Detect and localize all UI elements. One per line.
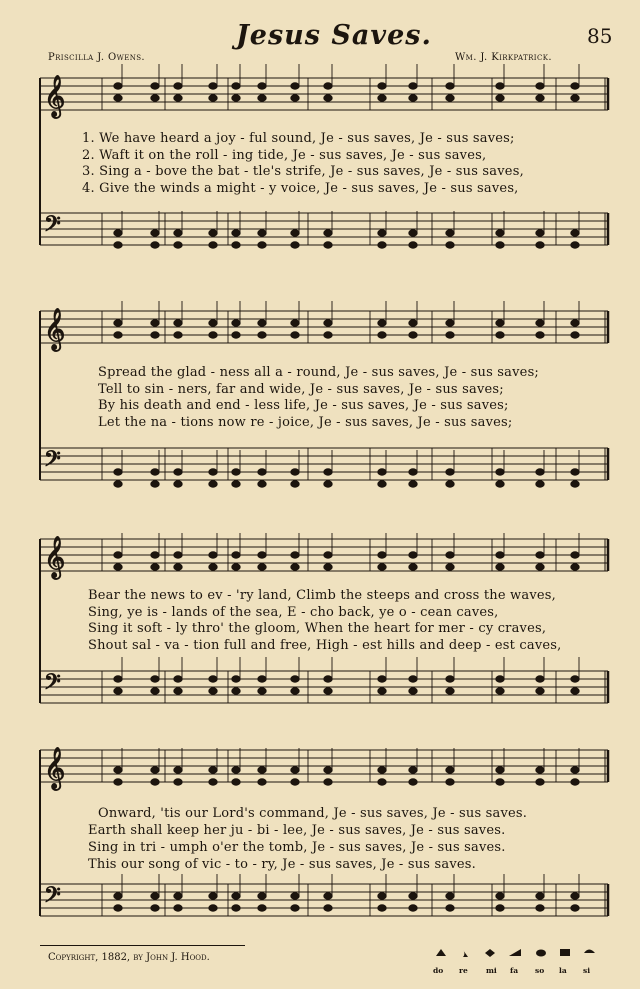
lyric-s1-v3: 3. Sing a - bove the bat - tle's strife, Je - sus saves, Je - sus saves,	[82, 164, 524, 179]
copyright-notice: Copyright, 1882, by John J. Hood.	[48, 952, 210, 963]
treble-clef-icon: 𝄞	[44, 537, 66, 578]
solfege-fa: fa	[510, 966, 519, 975]
lyric-s1-v4: 4. Give the winds a might - y voice, Je - sus saves, Je - sus saves,	[82, 181, 519, 196]
lyric-s1-v2: 2. Waft it on the roll - ing tide, Je - sus saves, Je - sus saves,	[82, 148, 487, 163]
shape-la-icon	[560, 949, 570, 956]
shape-mi-icon	[485, 949, 495, 957]
footer-rule	[40, 945, 245, 946]
solfege-la: la	[559, 966, 567, 975]
treble-clef-icon: 𝄞	[44, 309, 66, 350]
shape-re-icon	[463, 950, 468, 957]
solfege-do: do	[433, 966, 444, 975]
page-number: 85	[587, 24, 613, 48]
lyricist-credit: Priscilla J. Owens.	[48, 52, 146, 63]
shape-fa-icon	[509, 949, 521, 956]
shape-so-icon	[536, 950, 546, 957]
bass-clef-icon: 𝄢	[44, 883, 61, 913]
lyric-s1-v1: 1. We have heard a joy - ful sound, Je - sus saves, Je - sus saves;	[82, 131, 515, 146]
lyric-s3-v2: Sing, ye is - lands of the sea, E - cho back, ye o - cean caves,	[88, 605, 499, 620]
lyric-s3-v3: Sing it soft - ly thro' the gloom, When the heart for mer - cy craves,	[88, 621, 547, 636]
bass-clef-icon: 𝄢	[44, 212, 61, 242]
bass-clef-icon: 𝄢	[44, 447, 61, 477]
lyric-s3-v4: Shout sal - va - tion full and free, High - est hills and deep - est caves,	[88, 638, 562, 653]
shape-si-icon	[584, 950, 595, 954]
shape-do-icon	[436, 949, 446, 956]
solfege-si: si	[583, 966, 591, 975]
lyric-s4-v3: Sing in tri - umph o'er the tomb, Je - sus saves, Je - sus saves.	[88, 840, 506, 855]
solfege-re: re	[459, 966, 468, 975]
treble-clef-icon: 𝄞	[44, 76, 66, 117]
lyric-s2-v4: Let the na - tions now re - joice, Je - sus saves, Je - sus saves;	[98, 415, 513, 430]
lyric-s2-v1: Spread the glad - ness all a - round, Je - sus saves, Je - sus saves;	[98, 365, 540, 380]
lyric-s3-v1: Bear the news to ev - 'ry land, Climb the steeps and cross the waves,	[88, 588, 556, 603]
solfege-mi: mi	[486, 966, 497, 975]
treble-clef-icon: 𝄞	[44, 748, 66, 789]
lyric-s2-v3: By his death and end - less life, Je - sus saves, Je - sus saves;	[98, 398, 509, 413]
solfege-so: so	[535, 966, 545, 975]
lyric-s4-v4: This our song of vic - to - ry, Je - sus saves, Je - sus saves.	[88, 857, 476, 872]
lyric-s4-v1: Onward, 'tis our Lord's command, Je - sus saves, Je - sus saves.	[98, 806, 528, 821]
lyric-s2-v2: Tell to sin - ners, far and wide, Je - sus saves, Je - sus saves;	[98, 382, 504, 397]
bass-clef-icon: 𝄢	[44, 670, 61, 700]
hymn-title: Jesus Saves.	[236, 20, 432, 51]
lyric-s4-v2: Earth shall keep her ju - bi - lee, Je - sus saves, Je - sus saves.	[88, 823, 506, 838]
composer-credit: Wm. J. Kirkpatrick.	[455, 52, 552, 63]
